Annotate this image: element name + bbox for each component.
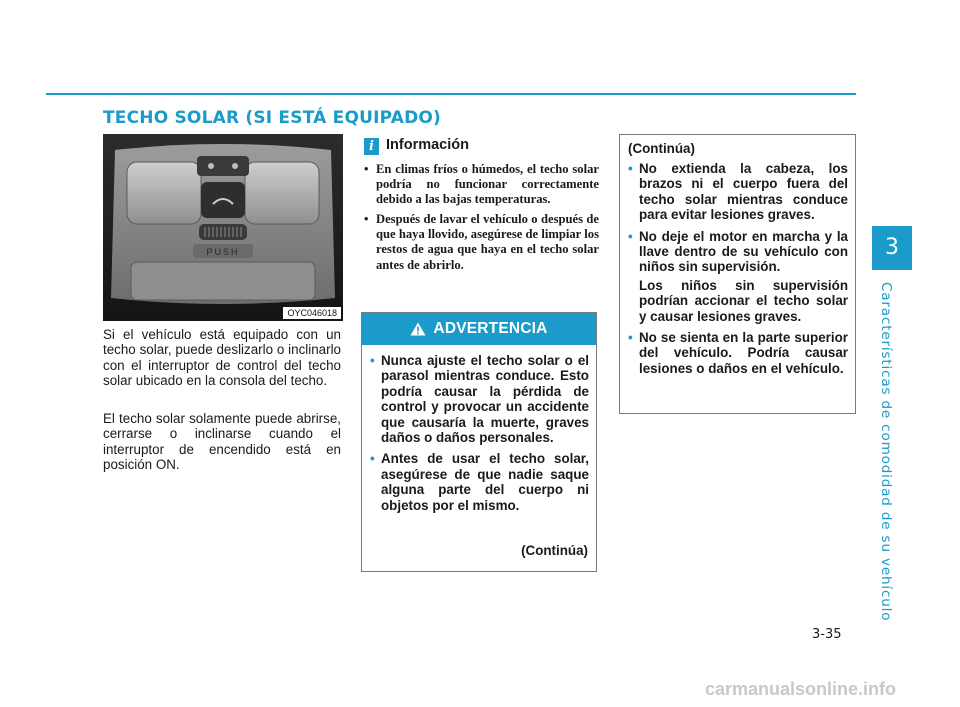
info-list — [364, 162, 599, 278]
photo-caption: OYC046018 — [283, 307, 341, 319]
warning-list — [370, 353, 589, 519]
info-icon: i — [364, 138, 379, 155]
continues-note: (Continúa) — [521, 543, 588, 558]
continued-warning-box — [619, 134, 856, 414]
warning-header — [362, 313, 596, 345]
continued-heading: (Continúa) — [628, 141, 695, 156]
bullet-icon: • — [370, 451, 375, 467]
info-item-text: Después de lavar el vehículo o después de que haya llovido, asegúrese de limpiar los restos de agua que haya en el techo solar antes de abrirlo. — [376, 212, 599, 272]
watermark: carmanualsonline.info — [705, 679, 897, 699]
warning-title: ADVERTENCIA — [433, 320, 548, 337]
warning-box — [361, 312, 597, 572]
continued-item-text: No deje el motor en marcha y la llave dentro de su vehículo con niños sin supervisión. — [639, 228, 848, 275]
bullet-icon: • — [370, 353, 375, 368]
warning-item-text: Antes de usar el techo solar, asegúrese de que nadie saque alguna parte del cuerpo ni objetos por el mismo. — [381, 451, 589, 513]
continued-list — [628, 161, 848, 382]
continued-item-text: No se sienta en la parte superior del vehículo. Podría causar lesiones o daños en el vehículo. — [639, 330, 848, 376]
list-item — [370, 353, 589, 445]
push-label: PUSH — [206, 247, 240, 257]
bullet-icon: • — [628, 161, 633, 176]
list-item — [628, 161, 848, 223]
chapter-vertical-title: Características de comodidad de su vehículo — [878, 282, 894, 622]
body-paragraph-2: El techo solar solamente puede abrirse, cerrarse o inclinarse cuando el interruptor de encendido está en posición ON. — [103, 411, 341, 473]
list-item — [370, 451, 589, 513]
body-paragraph-1: Si el vehículo está equipado con un techo solar, puede deslizarlo o inclinarlo con el interruptor de control del techo solar ubicado en la consola del techo. — [103, 327, 341, 389]
list-item — [628, 229, 848, 324]
bullet-icon: • — [628, 228, 633, 244]
chapter-tab: 3 — [872, 226, 912, 270]
section-title: TECHO SOLAR (SI ESTÁ EQUIPADO) — [103, 108, 442, 128]
list-item — [628, 330, 848, 376]
page-number: 3-35 — [812, 627, 842, 642]
continued-item-text: No extienda la cabeza, los brazos ni el cuerpo fuera del techo solar mientras conduce para evitar lesiones graves. — [639, 161, 848, 223]
bullet-icon: • — [628, 330, 633, 346]
sunroof-switch-illustration — [103, 134, 343, 321]
header-rule — [46, 93, 856, 95]
warning-triangle-icon — [410, 322, 426, 336]
list-item — [364, 212, 599, 272]
warning-item-text: Nunca ajuste el techo solar o el parasol mientras conduce. Esto podría causar la pérdida de control y provocar un accidente que causaría la muerte, graves daños o daños personales. — [381, 353, 589, 446]
bullet-icon: • — [364, 212, 369, 227]
continued-item-extra: Los niños sin supervisión podrían accionar el techo solar y causar lesiones graves. — [639, 277, 848, 324]
info-item-text: En climas fríos o húmedos, el techo solar podría no funcionar correctamente debido a las bajas temperaturas. — [376, 162, 599, 207]
list-item — [364, 162, 599, 207]
info-title: Información — [386, 137, 469, 153]
overhead-console-photo — [103, 134, 343, 321]
bullet-icon: • — [364, 162, 369, 176]
